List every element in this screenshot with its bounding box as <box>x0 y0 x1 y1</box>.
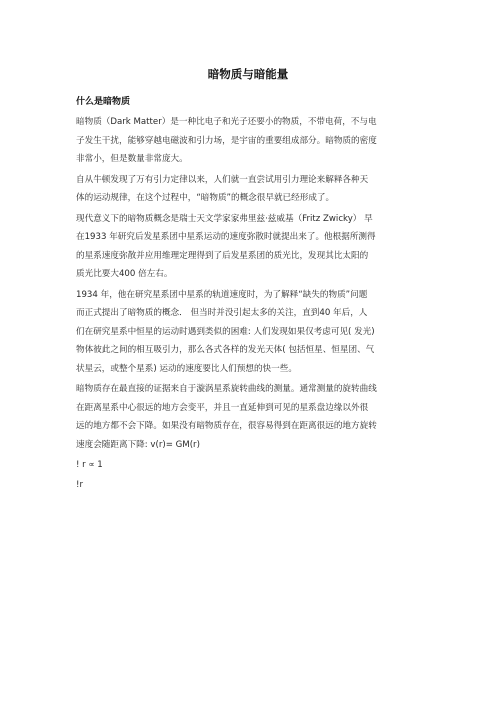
paragraph-line: 在距离星系中心很远的地方会变平，并且一直延伸到可见的星系盘边缘以外很 <box>76 402 369 413</box>
paragraph-line: 而正式提出了暗物质的概念． 但当时并没引起太多的关注，直到40 年后，人 <box>76 308 368 318</box>
paragraph-line: 质光比要大400 倍左右。 <box>76 269 173 279</box>
paragraph-line: 子发生干扰，能够穿越电磁波和引力场，是宇宙的重要组成部分。暗物质的密度 <box>76 135 377 146</box>
paragraph-line: 速度会随距离下降: v(r)= GM(r) <box>76 439 200 450</box>
paragraph-line: 自从牛顿发现了万有引力定律以来，人们就一直尝试用引力理论来解释各种天 <box>76 174 369 185</box>
paragraph-line: 的星系速度弥散并应用维理定理得到了后发星系团的质光比，发现其比太阳的 <box>76 250 369 261</box>
formula-line-2: !r <box>76 480 83 490</box>
formula-line-1: ! r ∝ 1 <box>76 460 103 470</box>
paragraph-line: 远的地方都不会下降。如果没有暗物质存在，很容易得到在距离很远的地方旋转 <box>76 421 377 431</box>
paragraph-line: 状星云，或整个星系) 运动的速度要比人们预想的快一些。 <box>76 363 297 374</box>
paragraph-4 <box>76 286 422 379</box>
paragraph-5 <box>76 380 422 454</box>
paragraph-line: 暗物质（Dark Matter）是一种比电子和光子还要小的物质，不带电荷，不与电 <box>76 117 377 127</box>
paragraph-2 <box>76 171 422 208</box>
paragraph-line: 非常小，但是数量非常庞大。 <box>76 154 188 164</box>
paragraph-line: 物体彼此之间的相互吸引力，那么各式各样的发光天体( 包括恒星、恒星团、气 <box>76 345 375 355</box>
section-heading: 什么是暗物质 <box>76 97 131 107</box>
paragraph-line: 们在研究星系中恒星的运动时遇到类似的困难: 人们发现如果仅考虑可见( 发光) <box>76 326 375 337</box>
paragraph-line: 在1933 年研究后发星系团中星系运动的速度弥散时就提出来了。他根据所测得 <box>76 232 376 242</box>
paragraph-line: 现代意义下的暗物质概念是瑞士天文学家家弗里兹·兹威基（Fritz Zwicky） 早 <box>76 213 373 224</box>
paragraph-line: 暗物质存在最直接的证据来自于漩涡星系旋转曲线的测量。通常测量的旋转曲线 <box>76 384 377 394</box>
paragraph-line: 1934 年，他在研究星系团中星系的轨道速度时，为了解释“缺失的物质”问题 <box>76 289 368 300</box>
document-title: 暗物质与暗能量 <box>207 67 289 81</box>
document-body <box>76 93 422 496</box>
paragraph-line: 体的运动规律，在这个过程中，“暗物质”的概念很早就已经形成了。 <box>76 193 335 203</box>
paragraph-3 <box>76 210 422 284</box>
paragraph-1 <box>76 113 422 169</box>
